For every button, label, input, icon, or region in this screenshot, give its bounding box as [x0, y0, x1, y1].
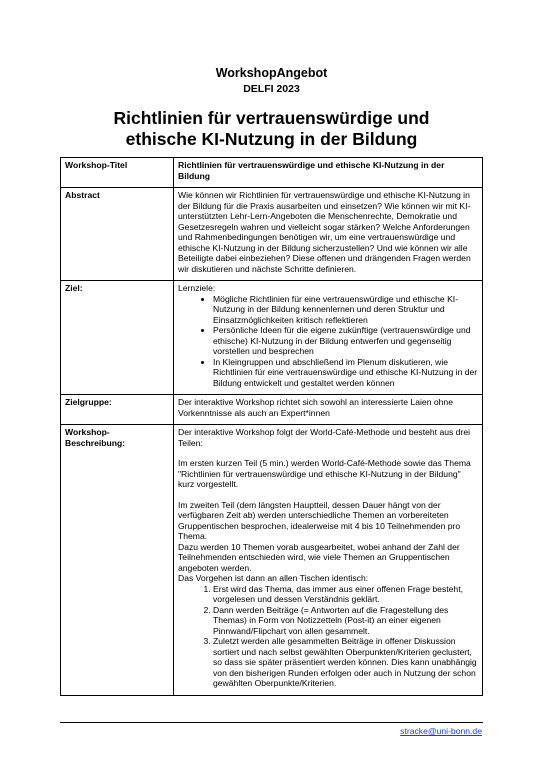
row-abstract — [61, 188, 483, 281]
title-line-2: ethische KI-Nutzung in der Bildung — [125, 129, 418, 149]
footer-email-link[interactable]: stracke@uni-bonn.de — [400, 726, 482, 736]
steps-list — [178, 584, 478, 689]
beschreibung-paragraph: Im ersten kurzen Teil (5 min.) werden World-Café-Methode sowie das Thema "Richtlinien für vertrauenswürdige und ethische KI-Nutzung in der Bildung" kurz vorgestellt. — [178, 458, 471, 489]
ziel-intro: Lernziele: — [178, 283, 216, 293]
row-ziel — [61, 281, 483, 395]
value-abstract: Wie können wir Richtlinien für vertrauenswürdige und ethische KI-Nutzung in der Bildung für die Praxis ausarbeiten und einsetzen? Wie können wir mit KI-unterstützten Lehr-Lern-Angeboten die Menschenrechte, Demokratie und Gesetzesregeln wahren und vielleicht sogar stärken? Welche Anforderungen und Rahmenbedingungen benötigen wir, um eine vertrauenswürdige und ethische KI-Nutzung in der Bildung sicherzustellen? Und wie können wir alle Beteiligte dabei einbeziehen? Diese offenen und drängenden Fragen werden wir diskutieren und nächste Schritte definieren. — [174, 188, 483, 281]
beschreibung-paragraph: Im zweiten Teil (dem längsten Hauptteil, dessen Dauer hängt von der verfügbaren Zeit ab) werden unterschiedliche Themen an vorbereiteten Gruppentischen besprochen, idealerweise mit 4 bis 10 Teilnehmenden pro Thema. — [178, 499, 461, 541]
row-zielgruppe — [61, 395, 483, 425]
ziel-item: • Persönliche Ideen für die eigene zukünftige (vertrauenswürdige und ethische) KI-Nutzung in der Bildung entwerfen und gegenseitig vorstellen und besprechen — [213, 325, 478, 357]
workshop-table — [60, 157, 483, 696]
step-item: 3. Zuletzt werden alle gesammelten Beiträge in offener Diskussion sortiert und nach selbst gewählten Oberpunkten/Kriterien geclustert, so dass sie später präsentiert werden können. Dies kann unabhängig von den bisherigen Runden erfolgen oder auch in Nutzung der schon gewählten Oberpunkte/Kriterien. — [213, 636, 478, 689]
value-zielgruppe: Der interaktive Workshop richtet sich sowohl an interessierte Laien ohne Vorkenntnisse als auch an Expert*innen — [174, 395, 483, 425]
label-zielgruppe: Zielgruppe: — [61, 395, 174, 425]
beschreibung-paragraph: Der interaktive Workshop folgt der World-Café-Methode und besteht aus drei Teilen: — [178, 427, 471, 448]
value-title-line-1: Richtlinien für vertrauenswürdige und ethische KI-Nutzung in der — [178, 160, 445, 170]
row-title — [61, 158, 483, 188]
step-item: 2. Dann werden Beiträge (= Antworten auf die Fragestellung des Themas) in Form von Notizzetteln (Post-it) an einer eigenen Pinnwand/Flipchart von allen gesammelt. — [213, 605, 478, 637]
document-title — [0, 108, 543, 150]
value-ziel — [174, 281, 483, 395]
row-beschreibung — [61, 425, 483, 696]
value-title-line-2: Bildung — [178, 170, 210, 181]
step-item: 1. Erst wird das Thema, das immer aus einer offenen Frage besteht, vorgelesen und dessen Verständnis geklärt. — [213, 584, 478, 605]
ziel-item: • In Kleingruppen und abschließend im Plenum diskutieren, wie Richtlinien für eine vertrauenswürdige und ethische KI-Nutzung in der Bildung entwickelt und gestaltet werden können — [213, 357, 478, 389]
footer-divider — [60, 722, 483, 723]
value-beschreibung — [174, 425, 483, 696]
title-line-1: Richtlinien für vertrauenswürdige und — [113, 108, 430, 128]
value-title — [174, 158, 483, 188]
ziel-list — [178, 294, 478, 389]
header-conference: DELFI 2023 — [243, 83, 300, 95]
label-ziel: Ziel: — [61, 281, 174, 395]
beschreibung-paragraph: Dazu werden 10 Themen vorab ausgearbeitet, wobei anhand der Zahl der Teilnehmenden entschieden wird, wie viele Themen an Gruppentischen angeboten werden. — [178, 541, 460, 573]
ziel-item: • Mögliche Richtlinien für eine vertrauenswürdige und ethische KI-Nutzung in der Bildung kennenlernen und deren Struktur und Einsatzmöglichkeiten kritisch reflektieren — [213, 294, 478, 326]
header-workshop-label: WorkshopAngebot — [215, 66, 328, 80]
label-beschreibung: Workshop-Beschreibung: — [61, 425, 174, 696]
label-abstract: Abstract — [61, 188, 174, 281]
beschreibung-paragraph: Das Vorgehen ist dann an allen Tischen identisch: — [178, 573, 369, 583]
label-title: Workshop-Titel — [61, 158, 174, 188]
